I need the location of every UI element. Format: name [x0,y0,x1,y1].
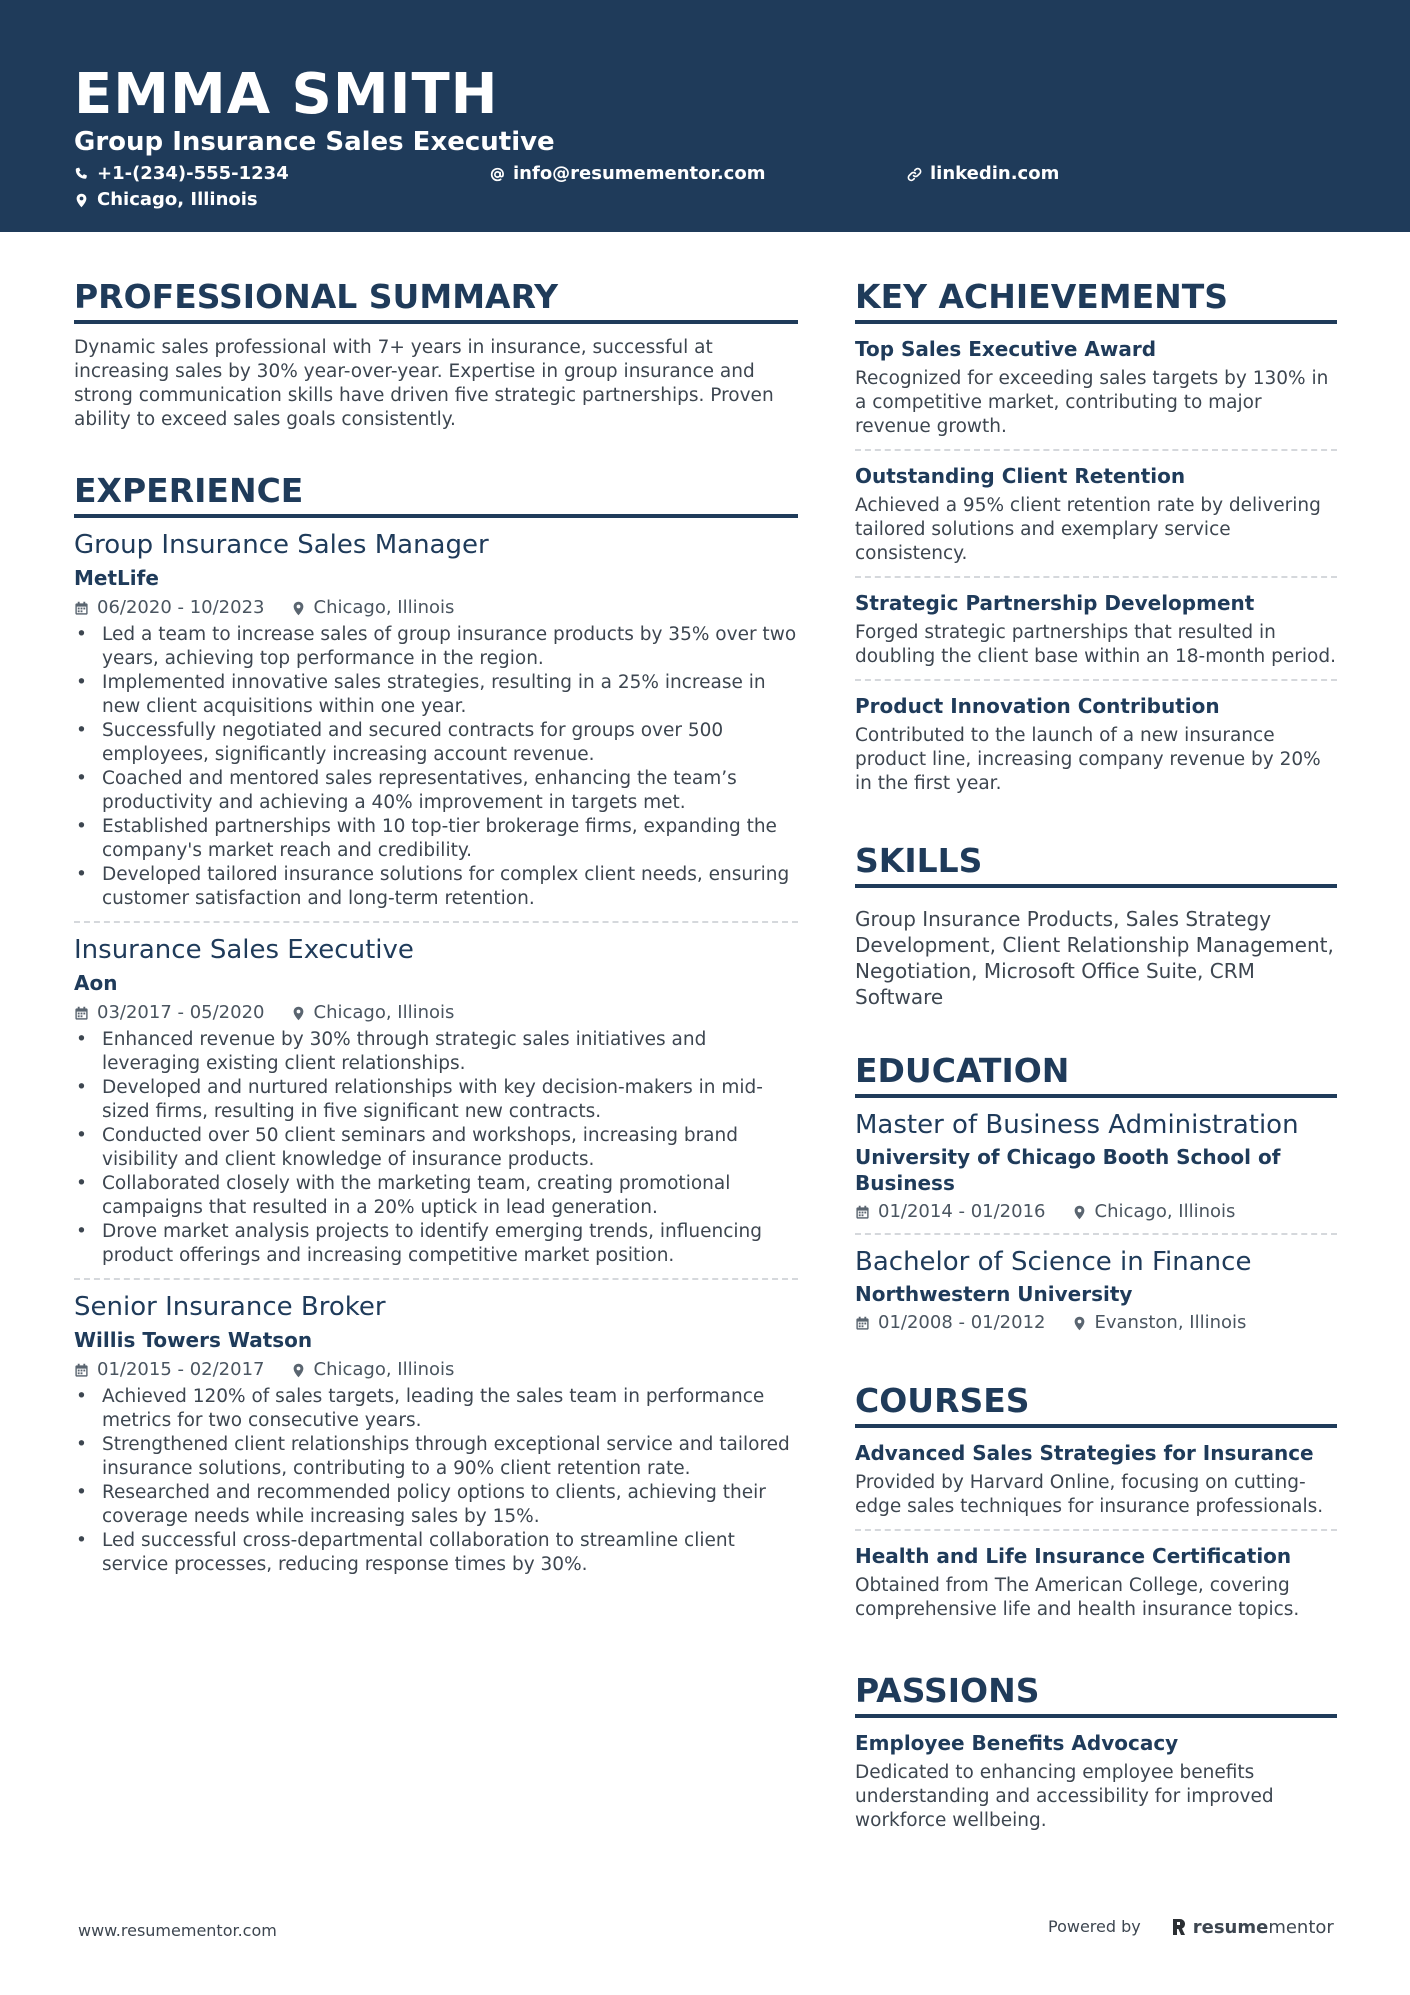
education-dates-text: 01/2014 - 01/2016 [878,1201,1046,1222]
job-location-text: Chicago, Illinois [313,1002,455,1023]
degree-name: Master of Business Administration [855,1110,1299,1140]
job-location [291,1000,455,1026]
achievement-title: Strategic Partnership Development [855,591,1255,615]
courses-section [855,1380,1337,1632]
bullet-item: • Researched and recommended policy options to clients, achieving their coverage needs while increasing sales by 15%. [74,1481,798,1529]
achievement-desc: Achieved a 95% client retention rate by delivering tailored solutions and exemplary service consistency. [855,495,1321,564]
course-desc: Provided by Harvard Online, focusing on cutting-edge sales techniques for insurance professionals. [855,1472,1324,1517]
achievement-title: Product Innovation Contribution [855,694,1220,718]
job-meta [74,1000,798,1026]
candidate-title: Group Insurance Sales Executive [74,127,555,157]
education-location-text: Evanston, Illinois [1094,1312,1247,1333]
course-desc: Obtained from The American College, covering comprehensive life and health insurance topics. [855,1575,1300,1620]
education-meta [855,1310,1337,1336]
location-text: Chicago, Illinois [97,189,258,210]
resume-header [0,0,1410,232]
experience-section [74,470,798,1577]
calendar-icon [74,1363,89,1378]
contact-linkedin[interactable] [907,162,1059,186]
education-dates-text: 01/2008 - 01/2012 [878,1312,1046,1333]
brand-name-light: mentor [1268,1916,1334,1938]
achievement-desc: Contributed to the launch of a new insurance product line, increasing company revenue by 20% in the first year. [855,725,1321,794]
at-sign-icon [490,167,505,182]
company-name: Aon [74,971,118,995]
email-text[interactable]: info@resumementor.com [513,163,766,184]
right-column [855,276,1337,1883]
job-dates [74,595,265,621]
job-bullets [74,1028,798,1268]
summary-section [74,276,798,432]
summary-heading: PROFESSIONAL SUMMARY [74,276,798,324]
achievement-desc: Recognized for exceeding sales targets by 130% in a competitive market, contributing to major revenue growth. [855,368,1329,437]
map-pin-icon [1072,1316,1087,1331]
job-dates-text: 03/2017 - 05/2020 [97,1002,265,1023]
course-item [855,1428,1337,1529]
achievement-item [855,576,1337,679]
job-dates-text: 01/2015 - 02/2017 [97,1359,265,1380]
bullet-item: • Led successful cross-departmental collaboration to streamline client service processes, reducing response times by 30%. [74,1529,798,1577]
left-column [74,276,798,1617]
calendar-icon [855,1205,870,1220]
contact-location [74,188,258,212]
bullet-item: • Successfully negotiated and secured contracts for groups over 500 employees, significantly increasing account revenue. [74,719,798,767]
education-location [1072,1199,1236,1225]
phone-icon [74,167,89,182]
skills-heading: SKILLS [855,840,1337,888]
footer-website[interactable]: www.resumementor.com [78,1921,277,1940]
bullet-item: • Implemented innovative sales strategies, resulting in a 25% increase in new client acquisitions within one year. [74,671,798,719]
calendar-icon [74,1006,89,1021]
education-dates [855,1310,1046,1336]
job-bullets [74,623,798,911]
course-title: Health and Life Insurance Certification [855,1544,1292,1568]
job-location [291,1357,455,1383]
skills-text: Group Insurance Products, Sales Strategy Development, Client Relationship Management, Negotiation, Microsoft Office Suite, CRM Software [855,907,1334,1009]
bullet-item: • Coached and mentored sales representatives, enhancing the team’s productivity and achieving a 40% improvement in targets met. [74,767,798,815]
contact-email[interactable] [490,162,765,186]
resumementor-logo-icon [1171,1918,1187,1936]
brand-name-bold: resume [1192,1916,1269,1938]
job-dates-text: 06/2020 - 10/2023 [97,597,265,618]
education-location [1072,1310,1247,1336]
achievement-item [855,324,1337,449]
education-location-text: Chicago, Illinois [1094,1201,1236,1222]
experience-entry [74,1278,798,1577]
course-item [855,1529,1337,1632]
candidate-name: EMMA SMITH [74,62,499,127]
job-title: Group Insurance Sales Manager [74,530,489,560]
job-location-text: Chicago, Illinois [313,1359,455,1380]
job-location [291,595,455,621]
education-dates [855,1199,1046,1225]
skills-section [855,840,1337,1010]
degree-name: Bachelor of Science in Finance [855,1247,1252,1277]
linkedin-text[interactable]: linkedin.com [930,163,1060,184]
map-pin-icon [291,1006,306,1021]
job-location-text: Chicago, Illinois [313,597,455,618]
experience-entry [74,921,798,1268]
passion-desc: Dedicated to enhancing employee benefits understanding and accessibility for improved workforce wellbeing. [855,1762,1274,1831]
brand-logo[interactable] [1171,1917,1334,1938]
job-dates [74,1357,265,1383]
course-title: Advanced Sales Strategies for Insurance [855,1441,1314,1465]
footer-branding [1048,1916,1334,1938]
contact-phone [74,162,289,186]
achievements-section [855,276,1337,806]
achievements-heading: KEY ACHIEVEMENTS [855,276,1337,324]
bullet-item: • Developed and nurtured relationships with key decision-makers in mid-sized firms, resulting in five significant new contracts. [74,1076,798,1124]
experience-entry [74,518,798,911]
company-name: Willis Towers Watson [74,1328,313,1352]
map-pin-icon [291,601,306,616]
education-section [855,1050,1337,1344]
passions-section [855,1670,1337,1843]
passions-heading: PASSIONS [855,1670,1337,1718]
calendar-icon [74,601,89,616]
bullet-item: • Developed tailored insurance solutions for complex client needs, ensuring customer satisfaction and long-term retention. [74,863,798,911]
passion-item [855,1718,1337,1843]
achievement-desc: Forged strategic partnerships that resulted in doubling the client base within an 18-month period. [855,622,1336,667]
job-meta [74,1357,798,1383]
powered-by-label: Powered by [1048,1917,1141,1936]
achievement-title: Outstanding Client Retention [855,464,1186,488]
company-name: MetLife [74,566,159,590]
school-name: University of Chicago Booth School of Business [855,1145,1281,1195]
job-dates [74,1000,265,1026]
education-entry [855,1098,1337,1233]
achievement-item [855,449,1337,576]
link-icon [907,167,922,182]
achievement-item [855,679,1337,806]
job-title: Senior Insurance Broker [74,1292,386,1322]
bullet-item: • Collaborated closely with the marketing team, creating promotional campaigns that resulted in a 20% uptick in lead generation. [74,1172,798,1220]
experience-heading: EXPERIENCE [74,470,798,518]
phone-text: +1-(234)-555-1234 [97,163,289,184]
achievement-title: Top Sales Executive Award [855,337,1157,361]
education-heading: EDUCATION [855,1050,1337,1098]
courses-heading: COURSES [855,1380,1337,1428]
education-entry [855,1233,1337,1344]
job-bullets [74,1385,798,1577]
education-meta [855,1199,1337,1225]
bullet-item: • Led a team to increase sales of group insurance products by 35% over two years, achieving top performance in the region. [74,623,798,671]
bullet-item: • Strengthened client relationships through exceptional service and tailored insurance solutions, contributing to a 90% client retention rate. [74,1433,798,1481]
job-meta [74,595,798,621]
bullet-item: • Enhanced revenue by 30% through strategic sales initiatives and leveraging existing client relationships. [74,1028,798,1076]
bullet-item: • Established partnerships with 10 top-tier brokerage firms, expanding the company's market reach and credibility. [74,815,798,863]
calendar-icon [855,1316,870,1331]
bullet-item: • Conducted over 50 client seminars and workshops, increasing brand visibility and client knowledge of insurance products. [74,1124,798,1172]
bullet-item: • Achieved 120% of sales targets, leading the sales team in performance metrics for two consecutive years. [74,1385,798,1433]
job-title: Insurance Sales Executive [74,935,414,965]
passion-title: Employee Benefits Advocacy [855,1731,1179,1755]
summary-text: Dynamic sales professional with 7+ years in insurance, successful at increasing sales by 30% year-over-year. Expertise in group insurance and strong communication skills have driven five strategic partnerships. Proven ability to exceed sales goals consistently. [74,337,774,430]
map-pin-icon [74,193,89,208]
bullet-item: • Drove market analysis projects to identify emerging trends, influencing product offerings and increasing competitive market position. [74,1220,798,1268]
map-pin-icon [1072,1205,1087,1220]
school-name: Northwestern University [855,1282,1133,1306]
map-pin-icon [291,1363,306,1378]
